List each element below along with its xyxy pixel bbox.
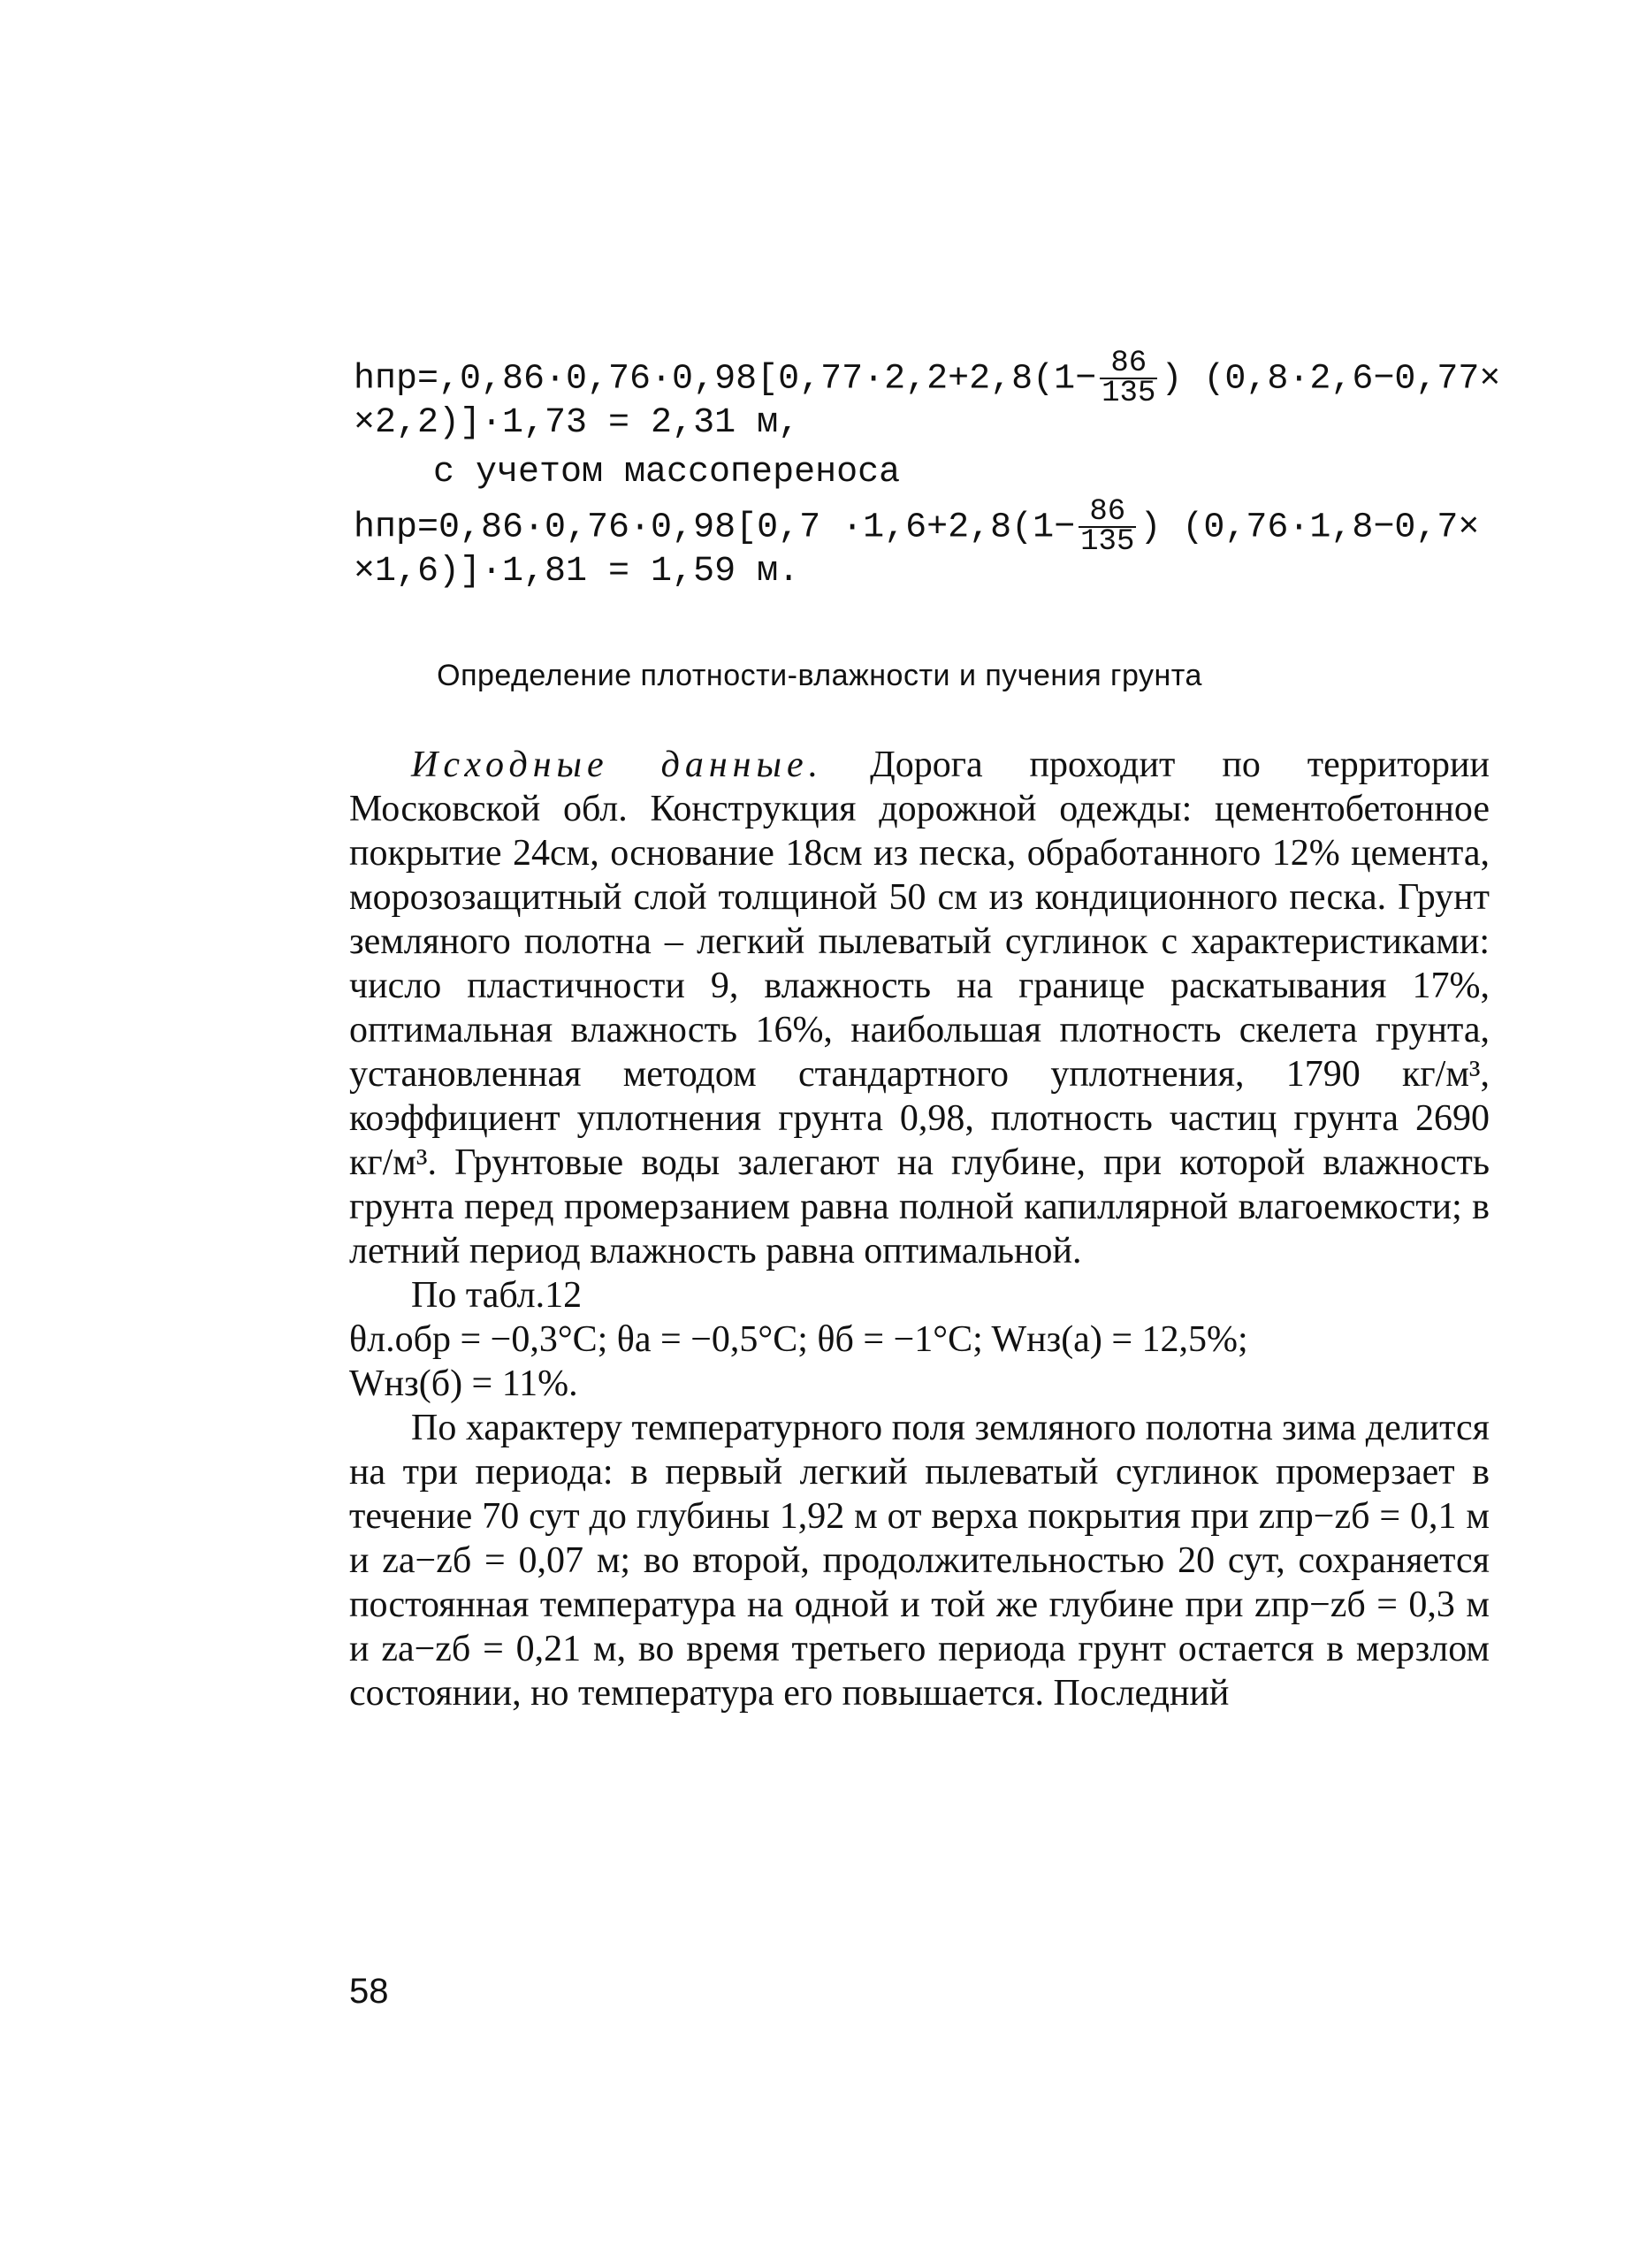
formula-line-4-end: ) (0,76·1,8−0,7× xyxy=(1140,508,1480,548)
formula-line-5: ×1,6)]·1,81 = 1,59 м. xyxy=(354,552,800,592)
formula-line-4-start: hпр=0,86·0,76·0,98[0,7 ·1,6+2,8(1− xyxy=(354,508,1076,548)
fraction-1-denominator: 135 xyxy=(1102,377,1156,410)
formula-block xyxy=(354,349,1503,597)
paragraph-temperature-field: По характеру температурного поля земляного полотна зима делится на три периода: в первый легкий пылеватый суглинок промерзает в течение 70 сут до глубины 1,92 м от верха покрытия при zпр−zб = 0,1 м и zа−zб = 0,07 м; во второй, продолжительностью 20 сут, сохраняется постоянная температура на одной и той же глубине при zпр−zб = 0,3 м и zа−zб = 0,21 м, во время третьего периода грунт остается в мерзлом состоянии, но температура его повышается. Последний xyxy=(349,1408,1490,1714)
fraction-2-numerator: 86 xyxy=(1079,498,1136,528)
formula-line-4 xyxy=(354,495,1503,559)
initial-data-text: Дорога проходит по территории Московской обл. Конструкция дорожной одежды: цементобетонное покрытие 24см, основание 18см из песка, обработанного 12% цемента, морозозащитный слой толщиной 50 см из кондиционного песка. Грунт земляного полотна – легкий пылеватый суглинок с характеристиками: число пластичности 9, влажность на границе раскатывания 17%, оптимальная влажность 16%, наибольшая плотность скелета грунта, установленная методом стандартного уплотнения, 1790 кг/м³, коэффициент уплотнения грунта 0,98, плотность частиц грунта 2690 кг/м³. Грунтовые воды залегают на глубине, при которой влажность грунта перед промерзанием равна полной капиллярной влагоемкости; в летний период влажность равна оптимальной. xyxy=(349,745,1490,1271)
formula-line-1-end: ) (0,8·2,6−0,77× xyxy=(1161,359,1501,400)
moisture-value-line: Wнз(б) = 11%. xyxy=(349,1363,578,1404)
paragraph-initial-data xyxy=(349,743,1490,1273)
section-title: Определение плотности-влажности и пучения грунта xyxy=(437,659,1202,692)
formula-note-mass-transfer: с учетом массопереноса xyxy=(433,453,901,493)
fraction-2-denominator: 135 xyxy=(1080,525,1135,559)
formula-line-1-start: hпр=,0,86·0,76·0,98[0,77·2,2+2,8(1− xyxy=(354,359,1097,400)
fraction-1-numerator: 86 xyxy=(1100,349,1157,379)
body-text xyxy=(349,743,1490,1715)
initial-data-heading: Исходные данные. xyxy=(411,745,824,785)
formula-line-2: ×2,2)]·1,73 = 2,31 м, xyxy=(354,403,800,443)
page-number: 58 xyxy=(349,1972,389,2011)
formula-line-1 xyxy=(354,347,1503,410)
temperature-values-line: θл.обр = −0,3°C; θа = −0,5°C; θб = −1°C; Wнз(а) = 12,5%; xyxy=(349,1319,1248,1360)
paragraph-table-ref: По табл.12 xyxy=(411,1275,583,1316)
